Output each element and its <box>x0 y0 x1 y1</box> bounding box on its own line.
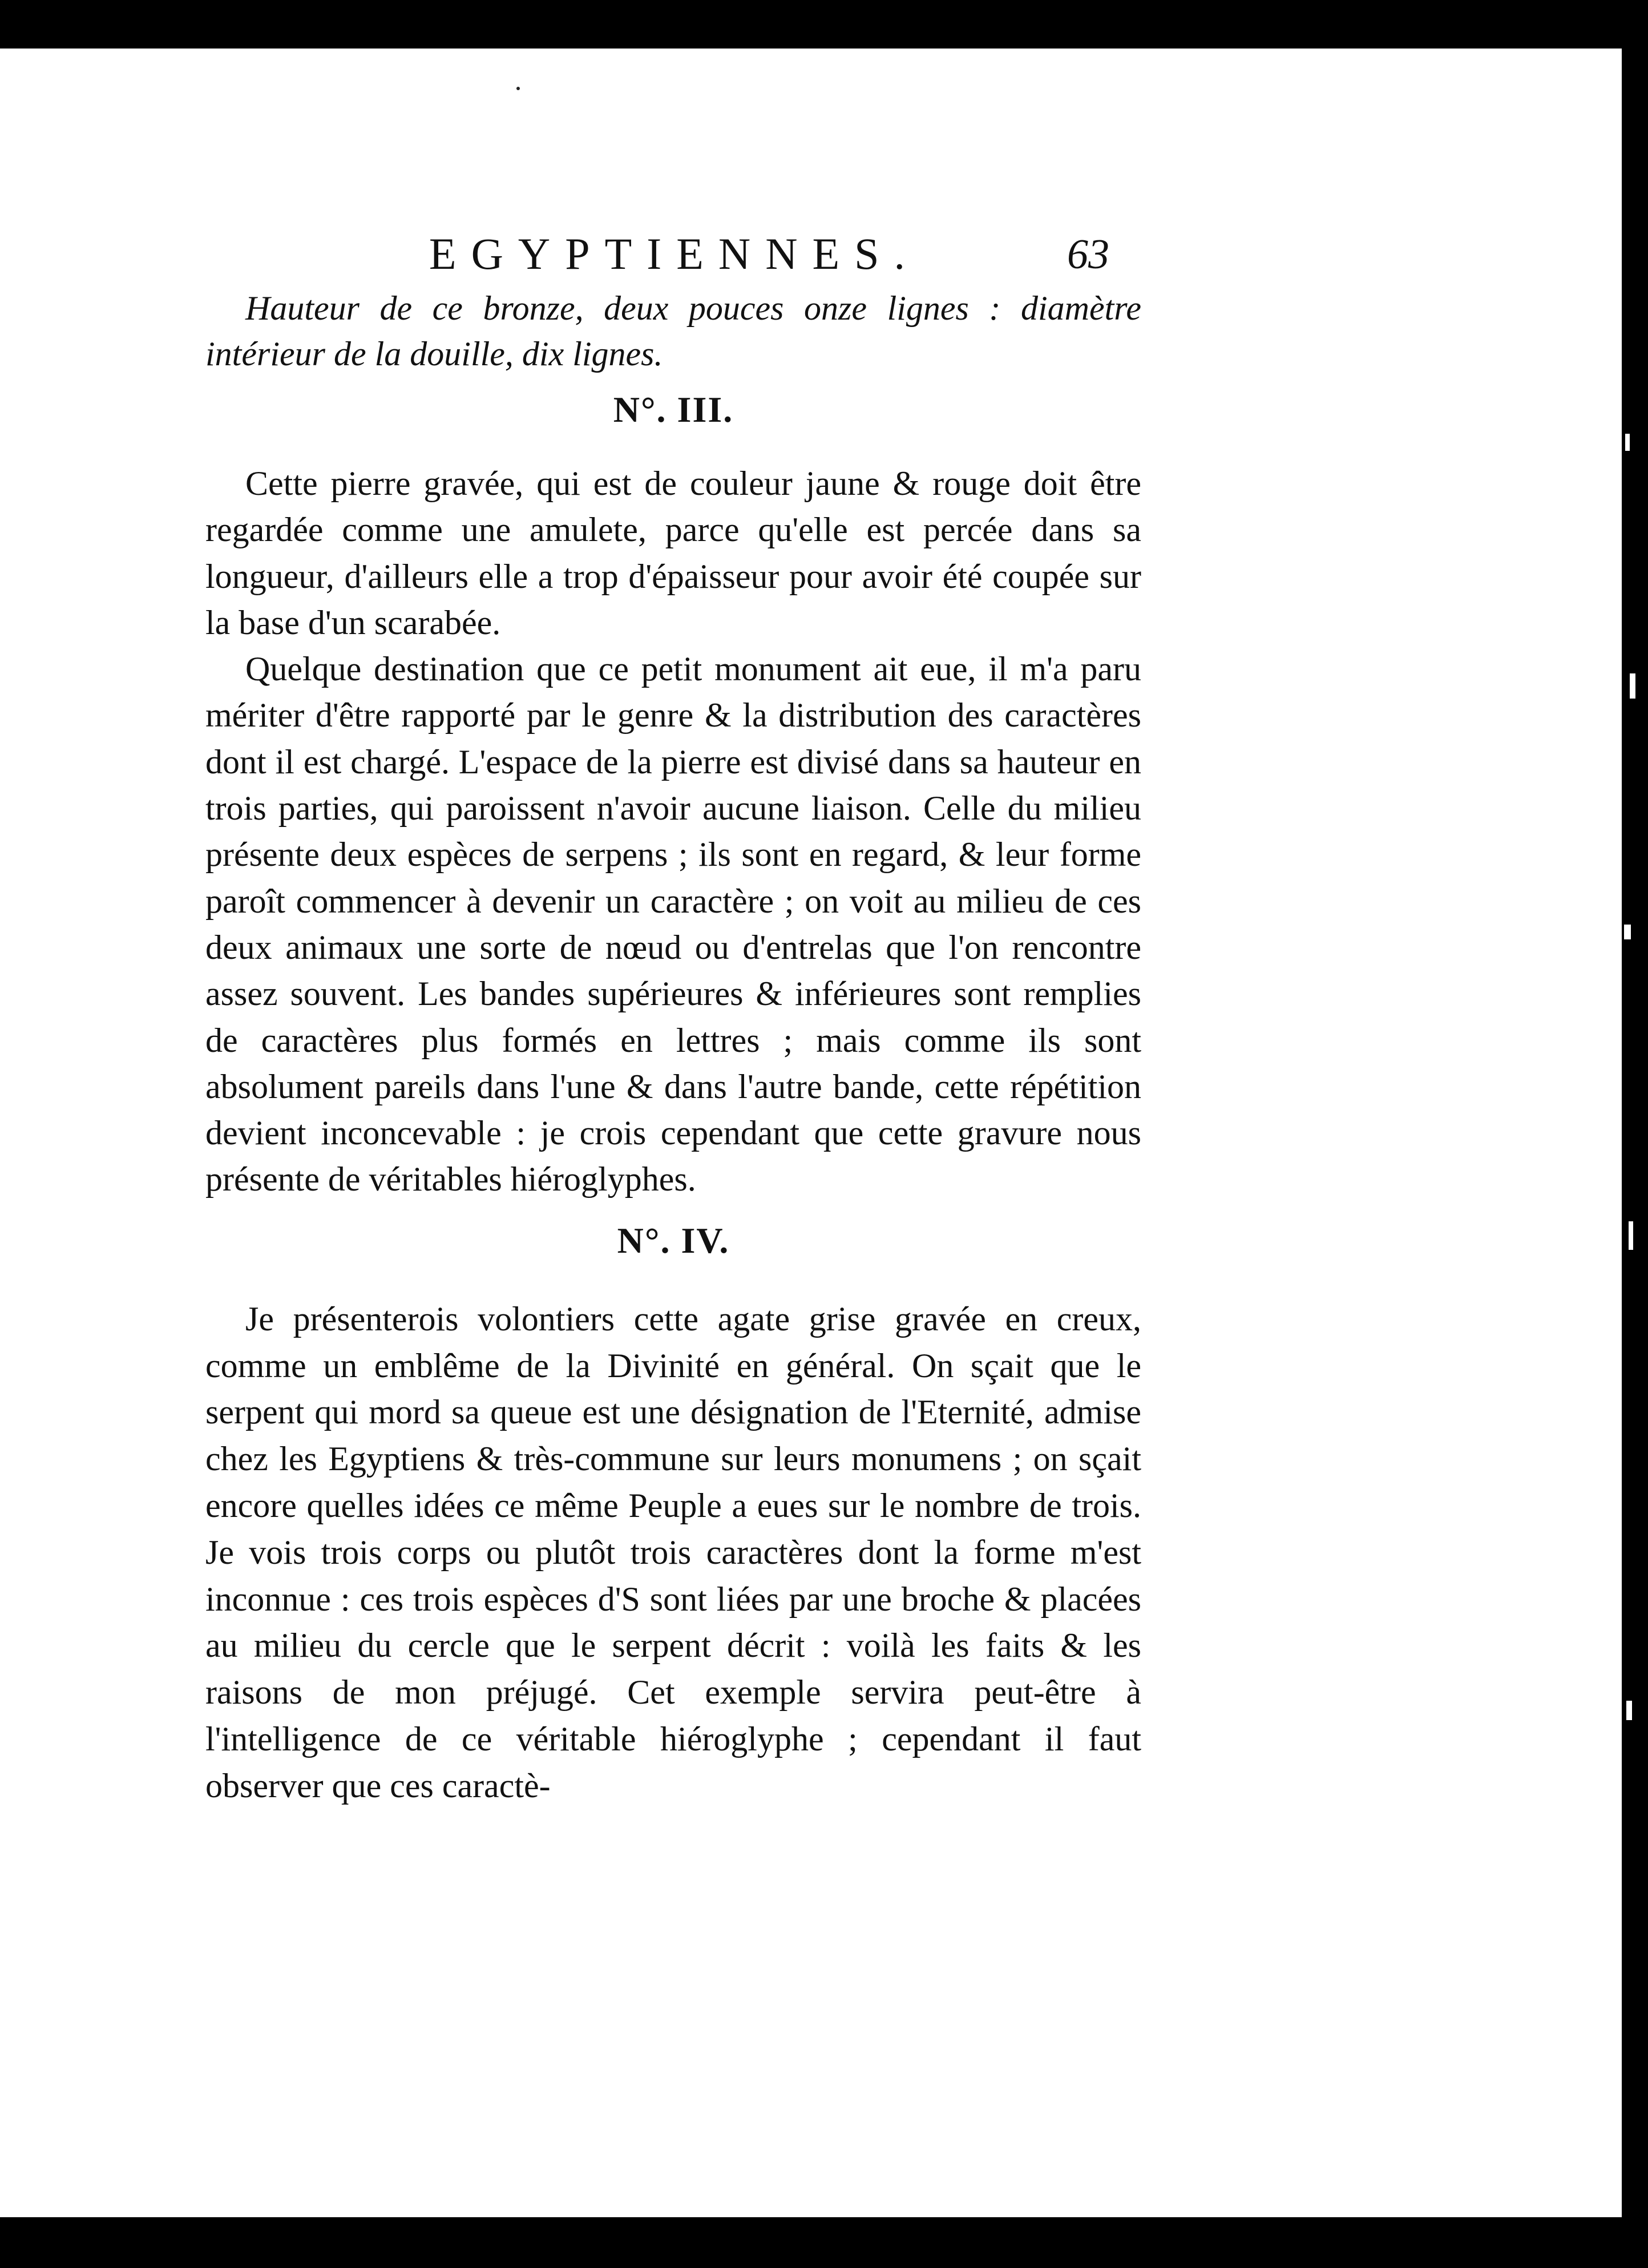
body-text <box>205 285 1141 1810</box>
paragraph-iii-1: Cette pierre gravée, qui est de couleur jaune & rouge doit être regardée comme une amulete, parce qu'elle est percée dans sa longueur, d'ailleurs elle a trop d'épaisseur pour avoir été coupée sur la base d'un scarabée. <box>205 465 1141 641</box>
running-head <box>205 228 1141 291</box>
section-heading-iv: N°. IV. <box>617 1220 730 1261</box>
figure-caption: Hauteur de ce bronze, deux pouces onze lignes : diamètre intérieur de la douille, dix lignes. <box>205 289 1141 373</box>
page-number: 63 <box>1067 231 1109 278</box>
page-edge-shadow <box>1622 0 1648 2268</box>
paragraph-iii-2: Quelque destination que ce petit monument ait eue, il m'a paru mériter d'être rapporté par le genre & la distribution des caractères dont il est chargé. L'espace de la pierre est divisé dans sa hauteur en trois parties, qui paroissent n'avoir aucune liaison. Celle du milieu présente deux espèces de serpens ; ils sont en regard, & leur forme paroît commencer à devenir un caractère ; on voit au milieu de ces deux animaux une sorte de nœud ou d'entrelas que l'on rencontre assez souvent. Les bandes supérieures & inférieures sont remplies de caractères plus formés en lettres ; mais comme ils sont absolument pareils dans l'une & dans l'autre bande, cette répétition devient inconcevable : je crois cependant que cette gravure nous présente de véritables hiéroglyphes. <box>205 650 1141 1198</box>
section-heading-iii: N°. III. <box>613 389 734 430</box>
running-title: EGYPTIENNES. <box>429 229 920 279</box>
paper-speck <box>516 87 520 90</box>
paragraph-iv-1: Je présenterois volontiers cette agate grise gravée en creux, comme un emblême de la Divinité en général. On sçait que le serpent qui mord sa queue est une désignation de l'Eternité, admise chez les Egyptiens & très-commune sur leurs monumens ; on sçait encore quelles idées ce même Peuple a eues sur le nombre de trois. Je vois trois corps ou plutôt trois caractères dont la forme m'est inconnue : ces trois espèces d'S sont liées par une broche & placées au milieu du cercle que le serpent décrit : voilà les faits & les raisons de mon préjugé. Cet exemple servira peut-être à l'intelligence de ce véritable hiéroglyphe ; cependant il faut observer que ces caractè- <box>205 1300 1141 1805</box>
